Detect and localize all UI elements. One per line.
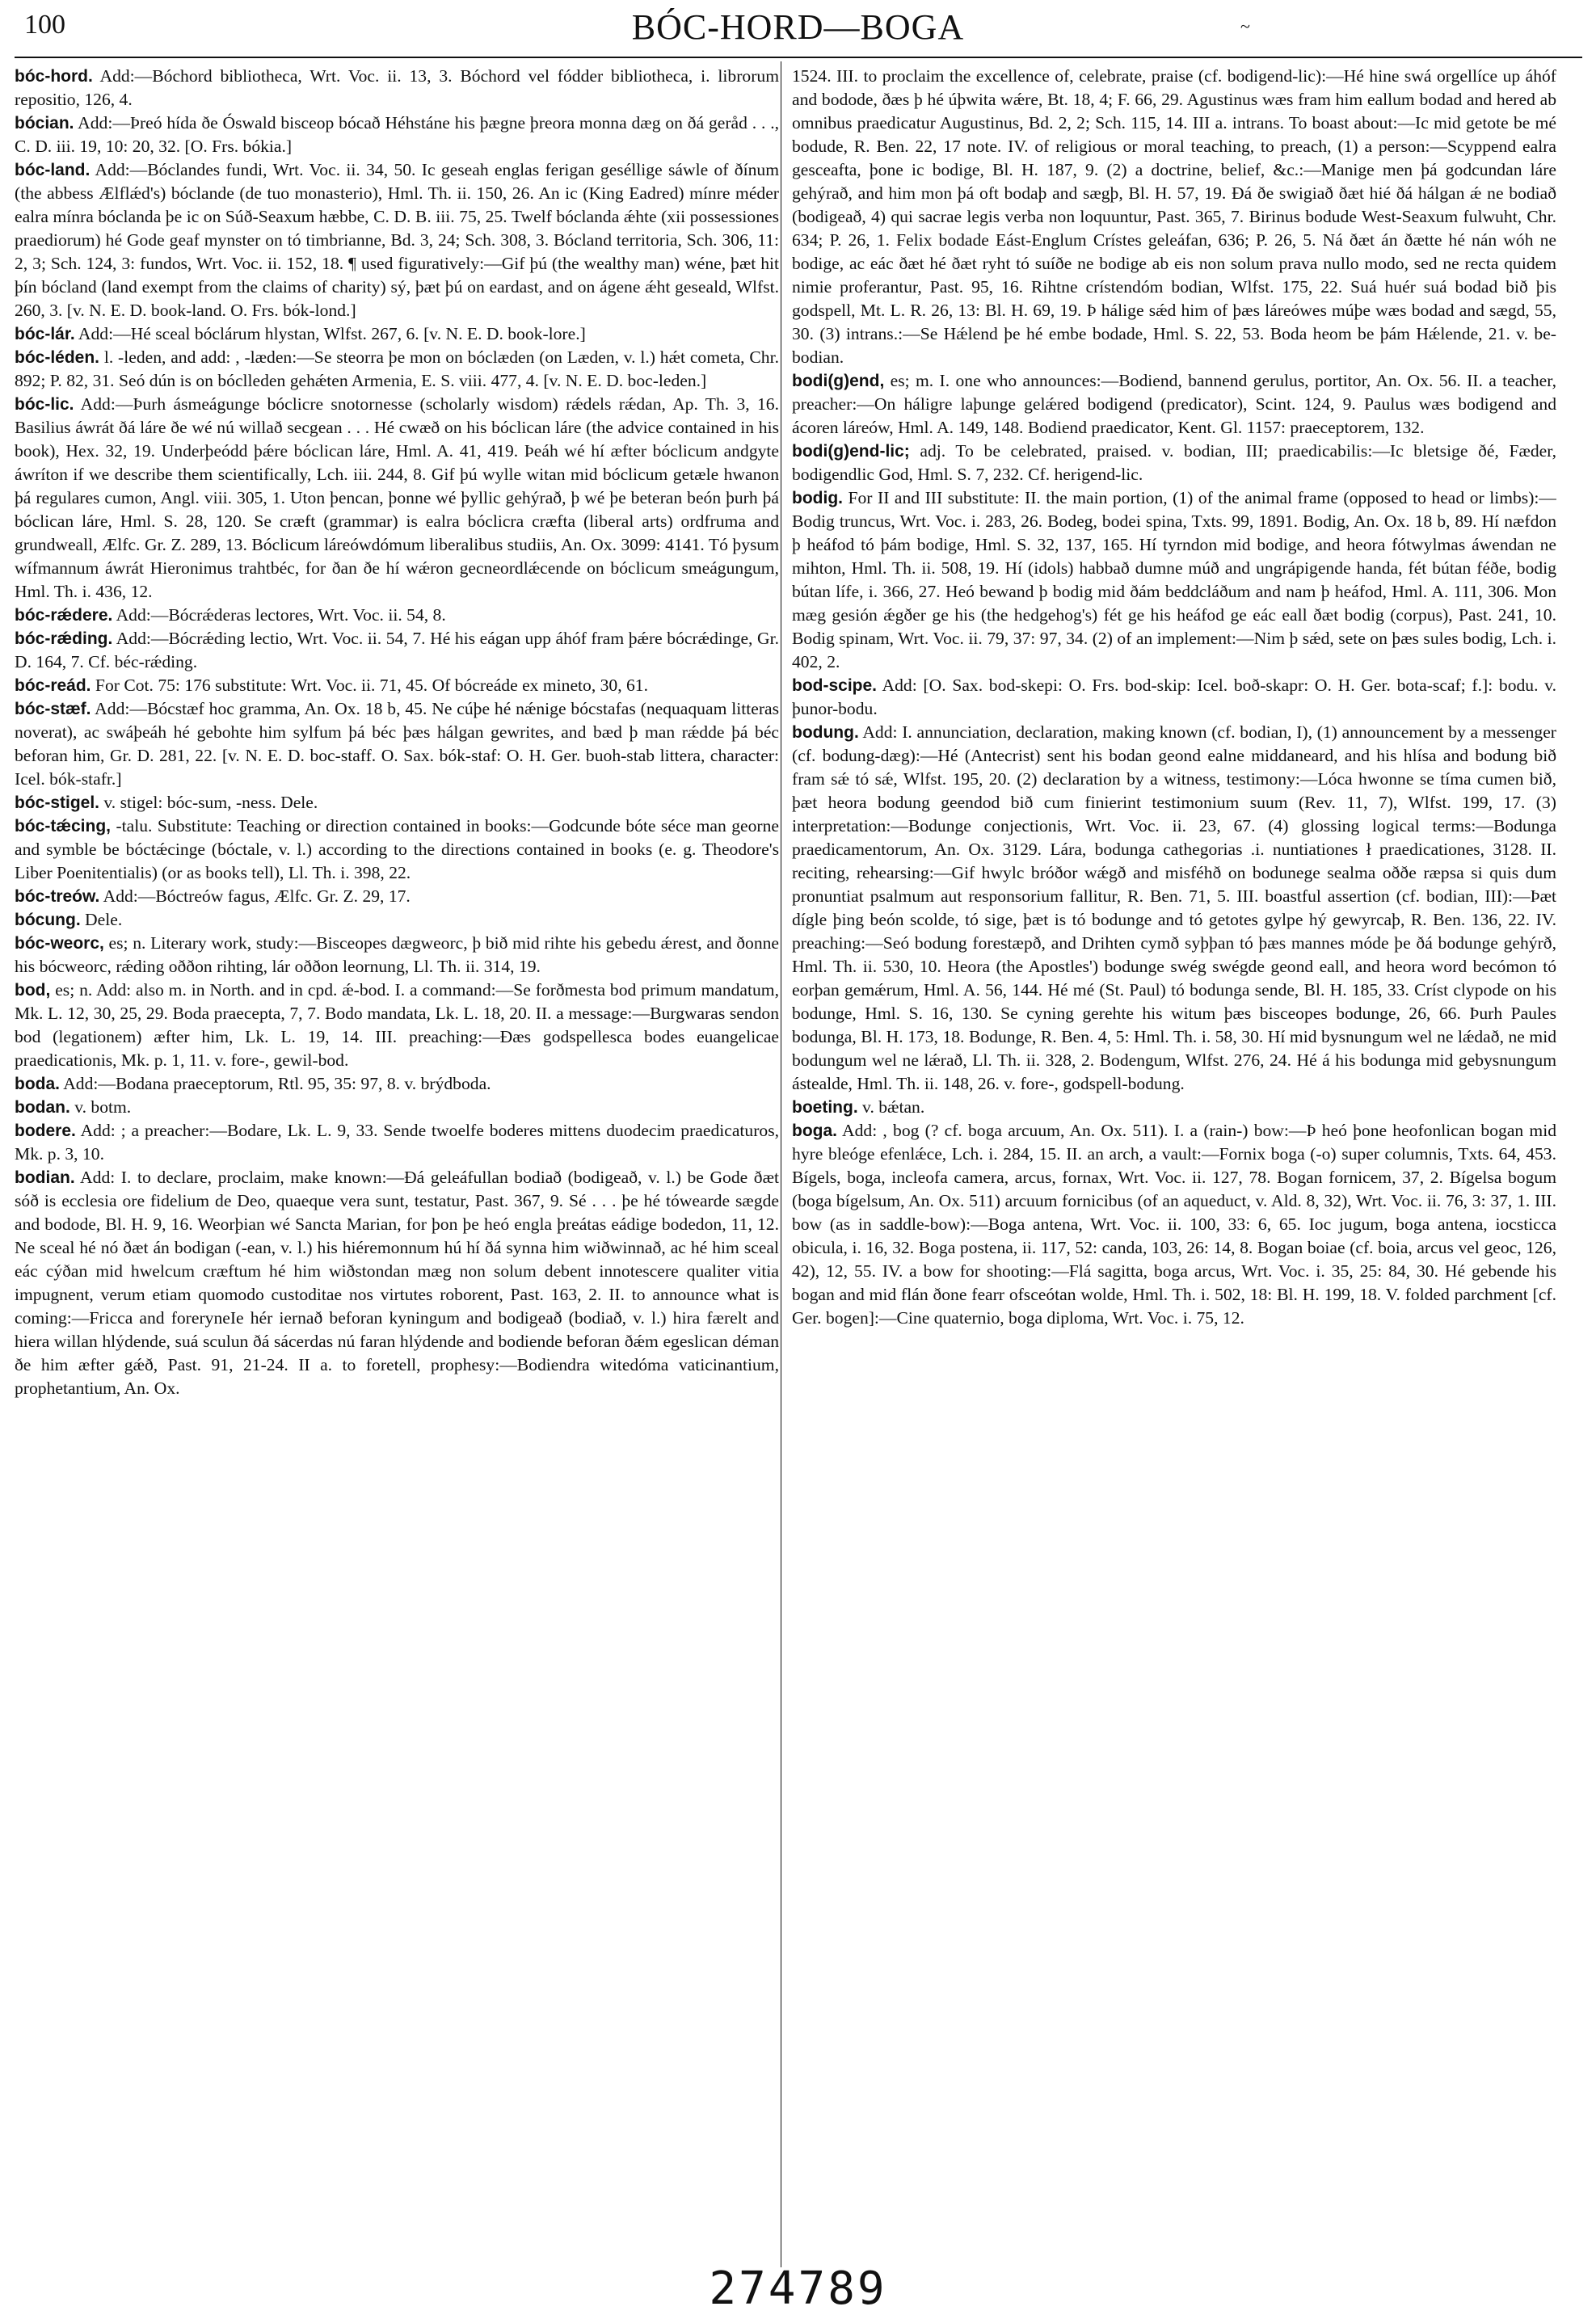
entry-text: es; n. Literary work, study:—Bisceopes dægweorc, þ bið mid rihte his gebedu ǽrest, and ðonne his bócweorc, rǽding oððon rihting, lár oððon leornung, Ll. Th. ii. 314, 19. — [15, 933, 779, 976]
entry-headword: bóc-rǽding. — [15, 629, 113, 648]
entry-headword: boda. — [15, 1075, 60, 1093]
dictionary-entry — [15, 1072, 779, 1096]
entry-text: v. bǽtan. — [857, 1097, 925, 1117]
dictionary-entry — [15, 814, 779, 885]
entry-headword: bóc-treów. — [15, 887, 100, 906]
entry-headword: bodung. — [792, 723, 859, 742]
dictionary-entry — [15, 979, 779, 1072]
entry-text: Add:—Bócrǽding lectio, Wrt. Voc. ii. 54, 7. Hé his eágan upp áhóf fram þǽre bócrǽdinge, Gr. D. 164, 7. Cf. béc-rǽding. — [15, 629, 779, 671]
entry-headword: bóc-lár. — [15, 325, 75, 343]
dictionary-entry — [792, 65, 1556, 369]
entry-text: 1524. III. to proclaim the excellence of, celebrate, praise (cf. bodigend-lic):—Hé hine swá orgellíce up áhóf and bodode, ðæs þ hé úþwita wǽre, Bt. 18, 4; F. 66, 29. Agustinus wæs fram him eallum bodad and hered ab omnibus praedicatur Augustinus, Bd. 2, 2; Sch. 115, 14. III a. intrans. To boast about:—Ic mid getote be mé bodude, R. Ben. 22, 17 note. IV. of religious or moral teaching, to preach, (1) a person:—Scyppend ealra gesceafta, þone ic bodige, Bl. H. 187, 9. (2) a doctrine, belief, &c.:—Manige men þá godcundan láre gehýrað, and him mon þá oft bodaþ and sægþ, Bl. H. 57, 19. Ðá ðe swigiað ðæt hié ðá hálgan ǽ ne bodiað (bodigeað, 4) qui sacrae legis verba non loquuntur, Past. 365, 7. Birinus bodude West-Seaxum fulwuht, Chr. 634; P. 26, 1. Felix bodade Eást-Englum Crístes geleáfan, 636; P. 26, 5. Ná ðæt án ðætte hé nán wóh ne bodige, ac eác ðæt hé ðæt ryht tó suíðe ne bodige ab eis non solum prava nullo modo, sed ne recta quidem nimie proferantur, Past. 95, 16. Rihtne crístendóm bodian, Wlfst. 175, 22. Suá huér suá bodad bið þis godspell, Mt. L. R. 26, 13: Bl. H. 69, 19. Þ hálige sǽd him of þæs láreówes múþe wæs bodad and sægd, 55, 30. (3) intrans.:—Se Hǽlend þe hé embe bodade, Hml. S. 22, 53. Boda heom be þám Hǽlende, 21. v. be-bodian. — [792, 66, 1556, 367]
dictionary-entry — [15, 1119, 779, 1166]
catalog-number: 274789 — [709, 2262, 887, 2315]
entry-text: Dele. — [80, 910, 123, 929]
dictionary-entry — [15, 604, 779, 627]
entry-headword: bod, — [15, 981, 51, 1000]
entry-headword: bodi(g)end-lic; — [792, 442, 910, 461]
dictionary-entry — [15, 908, 779, 932]
entry-text: Add:—Bóclandes fundi, Wrt. Voc. ii. 34, 50. Ic geseah englas ferigan geséllige sáwle of ðínum (the abbess Ælflǽd's) bóclande (de tuo monasterio), Hml. Th. ii. 150, 26. An ic (King Eadred) mínre méder ealra mínra bóclanda þe ic on Súð-Seaxum hæbbe, C. D. B. iii. 75, 25. Twelf bóclanda ǽhte (xii possessiones praediorum) hé Gode geaf mynster on tó timbrianne, Bd. 3, 24; Sch. 308, 3. Bócland territoria, Sch. 306, 11: 2, 3; Sch. 124, 3: fundos, Wrt. Voc. ii. 152, 18. ¶ used figuratively:—Gif þú (the wealthy man) wéne, þæt hit þín bócland (land exempt from the claims of charity) sý, þæt þú on eardast, and on ágene ǽht geseald, Wlfst. 260, 3. [v. N. E. D. book-land. O. Frs. bók-lond.] — [15, 160, 779, 320]
dictionary-entry — [15, 1096, 779, 1119]
dictionary-entry — [792, 440, 1556, 486]
entry-headword: boeting. — [792, 1098, 858, 1117]
entry-headword: bóc-rǽdere. — [15, 606, 113, 625]
entry-text: v. botm. — [69, 1097, 132, 1117]
entry-headword: bóc-tǽcing, — [15, 817, 111, 836]
entry-headword: bodig. — [792, 489, 843, 507]
entry-text: Add:—Bócrǽderas lectores, Wrt. Voc. ii. 54, 8. — [112, 605, 446, 625]
entry-headword: bodan. — [15, 1098, 70, 1117]
left-column — [15, 65, 779, 2262]
entry-text: For II and III substitute: II. the main portion, (1) of the animal frame (opposed to head or limbs):—Bodig truncus, Wrt. Voc. i. 283, 26. Bodeg, bodei spina, Txts. 99, 1891. Bodig, An. Ox. 18 b, 89. Hí næfdon þ heáfod tó þám bodige, Hml. S. 32, 137, 165. Hí tyrndon mid bodige, and heora fótwylmas áwendan ne mihton, Hml. Th. ii. 508, 19. Hí (idols) habbað dumne múð and ungrápigende handa, fét bútan féðe, bodig bútan lífe, i. 366, 27. Heó bewand þ bodig mid ðám beddcláðum and nam þ heáfod, Hml. A. 111, 306. Mon mæg gesión ǽgðer ge his (the hedgehog's) fét ge his heáfod ge eác eall ðæt bodig (corpus), Past. 241, 10. Bodig spinam, Wrt. Voc. ii. 79, 37: 97, 34. (2) of an implement:—Nim þ sǽd, sete on þæs sules bodig, Lch. i. 402, 2. — [792, 488, 1556, 671]
entry-headword: bócung. — [15, 911, 81, 929]
right-column — [792, 65, 1556, 2262]
dictionary-entry — [15, 112, 779, 158]
entry-headword: bodi(g)end, — [792, 372, 885, 390]
dictionary-entry — [15, 65, 779, 112]
entry-text: Add:—Bóctreów fagus, Ælfc. Gr. Z. 29, 17. — [99, 886, 411, 906]
entry-headword: bócian. — [15, 114, 74, 133]
entry-text: es; m. I. one who announces:—Bodiend, bannend gerulus, portitor, An. Ox. 56. II. a teacher, preacher:—On háligre laþunge gelǽred bodigend (predicator), Scint. 124, 9. Paulus wæs bodigend and ácoren láreów, Hml. A. 149, 148. Bodiend praedicator, Kent. Gl. 1157: praeceptorem, 132. — [792, 371, 1556, 437]
entry-headword: bóc-hord. — [15, 67, 93, 86]
entry-headword: bóc-land. — [15, 161, 91, 179]
page-number: 100 — [24, 10, 65, 40]
entry-headword: boga. — [792, 1122, 837, 1140]
entry-text: Add: [O. Sax. bod-skepi: O. Frs. bod-skip: Icel. boð-skapr: O. H. Ger. bota-scaf; f.]: bodu. v. þunor-bodu. — [792, 676, 1556, 718]
entry-headword: bóc-reád. — [15, 676, 91, 695]
entry-text: es; n. Add: also m. in North. and in cpd. ǽ-bod. I. a command:—Se forðmesta bod primum mandatum, Mk. L. 12, 30, 25, 29. Boda praecepta, 7, 7. Bodo mandata, Lk. L. 18, 20. II. a message:—Burgwaras sendon bod (legationem) æfter him, Lk. L. 19, 14. III. preaching:—Ðæs godspellesca bodes euangelicae praedicationis, Mk. p. 1, 11. v. fore-, gewil-bod. — [15, 980, 779, 1070]
entry-text: Add:—Þurh ásmeágunge bóclicre snotornesse (scholarly wisdom) rǽdels rǽdan, Ap. Th. 3, 16. Basilius áwrát ðá láre ðe wé nú willað secgean . . . Hé cwæð on his bóclican láre (the advice contained in his book), Hex. 32, 19. Underþeódd þǽre bóclican láre, Hml. A. 41, 419. Þeáh wé hí æfter bóclicum andgyte áwríton if we describe them scientifically, Lch. iii. 244, 8. Gif þú wylle witan mid bóclicum getæle hwanon þá regulares cumon, Angl. viii. 305, 1. Uton þencan, þonne wé þyllic gehýrað, þ wé þe beteran beón þurh þá bóclican láre, Hml. S. 28, 120. Se cræft (grammar) is ealra bóclicra cræfta (liberal arts) ordfruma and grundweall, Ælfc. Gr. Z. 289, 13. Bóclicum láreówdómum liberalibus studiis, An. Ox. 3099: 4141. Tó þysum wífmannum áwrát Hieronimus trahtbéc, for ðan ðe hí wǽron gecneordlǽcende on bóclicum smeágungum, Hml. Th. i. 436, 12. — [15, 394, 779, 601]
dictionary-entry — [792, 486, 1556, 674]
entry-text: l. -leden, and add: , -læden:—Se steorra þe mon on bóclæden (on Læden, v. l.) hǽt cometa, Chr. 892; P. 82, 31. Seó dún is on bóclleden gehǽten Armenia, E. S. viii. 477, 4. [v. N. E. D. boc-leden.] — [15, 347, 779, 390]
dictionary-entry — [15, 393, 779, 604]
header-rule — [15, 57, 1582, 58]
dictionary-entry — [15, 791, 779, 814]
entry-headword: bodian. — [15, 1168, 75, 1187]
entry-text: For Cot. 75: 176 substitute: Wrt. Voc. ii. 71, 45. Of bócreáde ex mineto, 30, 61. — [91, 676, 649, 695]
entry-text: -talu. Substitute: Teaching or direction contained in books:—Godcunde bóte séce man georne and symble be bóctǽcinge (bóctale, v. l.) according to the directions contained in books (e. g. Theodore's Liber Poenitentialis) (or as books tell), Ll. Th. i. 398, 22. — [15, 816, 779, 882]
entry-headword: bóc-stæf. — [15, 700, 91, 718]
entry-headword: bóc-lic. — [15, 395, 74, 414]
entry-headword: bóc-léden. — [15, 348, 100, 367]
dictionary-entry — [15, 1166, 779, 1400]
dictionary-entry — [15, 697, 779, 791]
margin-mark: ~ — [1240, 16, 1250, 36]
entry-text: Add: , bog (? cf. boga arcuum, An. Ox. 511). I. a (rain-) bow:—Þ heó þone heofonlican bogan mid hyre bleóge efenlǽce, Lch. i. 284, 15. II. an arch, a vault:—Fornix boga (-o) super columnis, Txts. 64, 453. Bígels, boga, incleofa camera, arcus, fornax, Wrt. Voc. ii. 127, 78. Bogan fornicem, 37, 2. Bígelsa bogum (boga bígelsum, An. Ox. 511) arcuum fornicibus (of an aqueduct, v. Ald. 8, 32), Wrt. Voc. ii. 76, 3: 37, 1. III. bow (as in saddle-bow):—Boga antena, Wrt. Voc. ii. 100, 33: 6, 65. Ioc jugum, boga antena, iocsticca obicula, i. 16, 32. Boga postena, ii. 117, 52: canda, 103, 26: 14, 8. Bogan boiae (cf. boia, arcus vel geoc, 126, 42), 12, 55. IV. a bow for shooting:—Flá sagitta, boga arcus, Wrt. Voc. i. 35, 25: 84, 30. Hé gebende his bogan and mid flán ðone fearr ofsceótan wolde, Hml. Th. i. 502, 18: Bl. H. 199, 18. V. folded parchment [cf. Ger. bogen]:—Cine quaternio, boga diploma, Wrt. Voc. i. 75, 12. — [792, 1121, 1556, 1328]
dictionary-entry — [15, 627, 779, 674]
dictionary-entry — [15, 932, 779, 979]
entry-text: Add: ; a preacher:—Bodare, Lk. L. 9, 33. Sende twoelfe boderes mittens duodecim praedicaturos, Mk. p. 3, 10. — [15, 1121, 779, 1164]
dictionary-entry — [792, 1119, 1556, 1330]
entry-headword: bodere. — [15, 1122, 76, 1140]
entry-text: Add:—Bóchord bibliotheca, Wrt. Voc. ii. 13, 3. Bóchord vel fódder bibliotheca, i. librorum repositio, 126, 4. — [15, 66, 779, 109]
entry-text: Add:—Bodana praeceptorum, Rtl. 95, 35: 97, 8. v. brýdboda. — [60, 1074, 491, 1093]
entry-headword: bóc-stigel. — [15, 793, 100, 812]
dictionary-entry — [15, 322, 779, 346]
entry-text: v. stigel: bóc-sum, -ness. Dele. — [99, 793, 318, 812]
dictionary-entry — [792, 1096, 1556, 1119]
entry-text: Add:—Bócstæf hoc gramma, An. Ox. 18 b, 45. Ne cúþe hé nǽnige bócstafas (nequaquam litteras noverat), ac swáþeáh hé gebohte him sylfum þá béc þæs hálgan gewrites, and bæd þ man rǽdde þá béc beforan him, Gr. D. 281, 22. [v. N. E. D. boc-staff. O. Sax. bók-staf: O. H. Ger. buoh-stab littera, character: Icel. bók-stafr.] — [15, 699, 779, 789]
entry-text: Add:—Þreó hída ðe Óswald bisceop bócað Héhstáne his þægne þreora monna dæg on ðá geråd . . ., C. D. iii. 19, 10: 20, 32. [O. Frs. bókia.] — [15, 113, 779, 156]
dictionary-entry — [15, 158, 779, 322]
running-header: BÓC-HORD—BOGA — [631, 7, 965, 47]
entry-text: adj. To be celebrated, praised. v. bodian, III; praedicabilis:—Ic bletsige ðé, Fæder, bodigendlic God, Hml. S. 7, 232. Cf. herigend-lic. — [792, 441, 1556, 484]
dictionary-entry — [15, 885, 779, 908]
dictionary-entry — [15, 674, 779, 697]
entry-text: Add: I. annunciation, declaration, making known (cf. bodian, I), (1) announcement by a messenger (cf. bodung-dæg):—Hé (Antecrist) sent his bodan geond ealne middaneard, and his hlísa and bodung bið fram sǽ tó sǽ, Wlfst. 195, 20. (2) declaration by a witness, testimony:—Lóca hwonne se tíma cumen bið, þæt heora bodung geendod bið cum finierint testimonium suum (Rev. 11, 7), Wlfst. 199, 17. (3) interpretation:—Bodunge conjectionis, Wrt. Voc. ii. 23, 67. (4) glossing logical terms:—Bodunga praedicamentorum, An. Ox. 3129. Lára, bodunga cathegorias .i. nuntiationes ł praedicationes, 3128. II. reciting, rehearsing:—Gif hwylc bróðor wǽgð and misféhð on bodunege sealma oððe ræpsa si quis dum pronuntiat psalmum aut responsorium fallitur, R. Ben. 71, 5. III. boastful assertion (cf. bodian, III):—Þæt dígle þing beón scolde, tó sige, þæt is tó bodunge and tó getotes gylpe hý gewyrcaþ, R. Ben. 136, 22. IV. preaching:—Seó bodung forestæpð, and Drihten cymð syþþan tó þæs mannes móde þe ðá bodunge gehýrð, Hml. Th. ii. 530, 10. Heora (the Apostles') bodunge swég swégde geond eall, and heora word becómon tó eorþan gemǽrum, Hml. A. 56, 144. Hé mé (St. Paul) tó bodunga sende, Bl. H. 185, 33. Críst clypode on his bodunge, Hml. S. 16, 130. Se cyning gerehte his witum þæs bisceopes bodunge, 26, 66. Þurh Paules bodunga, Bl. H. 173, 18. Bodunge, R. Ben. 4, 5: Hml. Th. i. 58, 30. Hí mid bysnungum wel ne lǽdað, ne mid bodungum wel ne lǽrað, Ll. Th. ii. 328, 2. Bodengum, Wlfst. 276, 24. Hé á his bodunga mid gebysnungum ástealde, Hml. Th. ii. 148, 26. v. fore-, godspell-bodung. — [792, 722, 1556, 1093]
entry-headword: bod-scipe. — [792, 676, 878, 695]
dictionary-entry — [792, 369, 1556, 440]
entry-text: Add:—Hé sceal bóclárum hlystan, Wlfst. 267, 6. [v. N. E. D. book-lore.] — [74, 324, 586, 343]
entry-headword: bóc-weorc, — [15, 934, 104, 953]
dictionary-entry — [15, 346, 779, 393]
entry-text: Add: I. to declare, proclaim, make known:—Ðá geleáfullan bodiað (bodigeað, v. l.) be Gode ðæt sóð is ecclesia ore fidelium de Deo, quaeque vera sunt, testatur, Past. 367, 9. Sé . . . þe hé tówearde sægde and bodode, Bl. H. 9, 16. Weorþian wé Sancta Marian, for þon þe heó engla þreátas eádige bodedon, 11, 12. Ne sceal hé nó ðæt án bodigan (-ean, v. l.) his hiéremonnum hú hí ðá synna him wiðwinnað, ac hé him sceal eác cýðan mid hwelcum cræftum hé him wiðstondan mæg non solum debent innotescere qualiter vitia impugnent, verum etiam quomodo custoditae nos virtutes roborent, Past. 163, 2. II. to announce what is coming:—Fricca and foreryneIe hér iernað beforan kyningum and bodigeað (bodiað, v. l.) hira færelt and hiera willan hlýdende, suá sculun ðá sácerdas nú faran hlýdende and bodiende beforan ðǽm egeslican déman ðe him æfter gǽð, Past. 91, 21-24. II a. to foretell, prophesy:—Bodiendra witedóma vaticinantium, prophetantium, An. Ox. — [15, 1168, 779, 1398]
dictionary-entry — [792, 721, 1556, 1096]
dictionary-entry — [792, 674, 1556, 721]
